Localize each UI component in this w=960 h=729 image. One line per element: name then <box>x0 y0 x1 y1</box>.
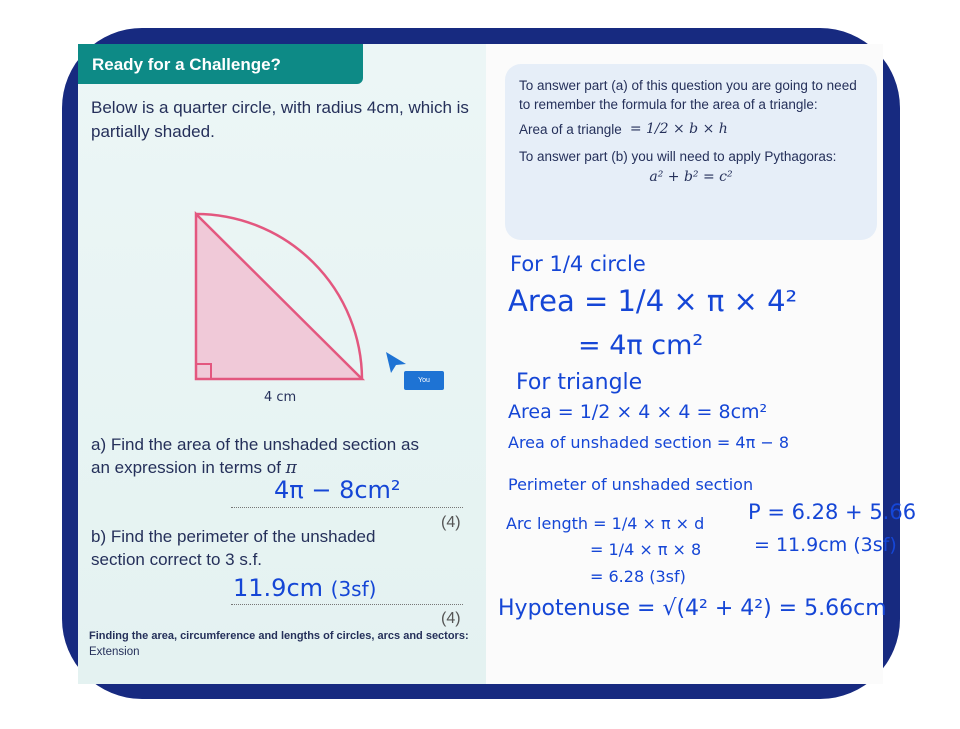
part-b-question <box>91 525 375 571</box>
part-b-answer: 11.9cm (3sf) <box>233 574 377 602</box>
formula-expression: = 1/2 × b × h <box>629 121 728 137</box>
part-a-line2: an expression in terms of π <box>91 458 297 478</box>
work-line-7: Perimeter of unshaded section <box>508 475 754 494</box>
part-b-line2: section correct to 3 s.f. <box>91 550 263 569</box>
formula-label: Area of a triangle <box>519 122 622 137</box>
working-panel <box>486 44 917 684</box>
part-a-question <box>91 433 419 480</box>
part-a-answer-line[interactable] <box>231 507 463 508</box>
part-b-marks: (4) <box>441 610 461 627</box>
perimeter-line-2: = 11.9cm (3sf) <box>754 534 897 556</box>
triangle-formula <box>519 120 863 139</box>
cursor-label: You <box>404 371 444 390</box>
shaded-triangle <box>196 214 362 379</box>
hint-box <box>505 64 877 240</box>
banner-title: Ready for a Challenge? <box>92 55 281 74</box>
work-line-3: = 4π cm² <box>578 330 704 361</box>
screen <box>78 44 917 684</box>
work-line-6: Area of unshaded section = 4π − 8 <box>508 433 789 452</box>
radius-label: 4 cm <box>264 390 297 405</box>
part-b-answer-line[interactable] <box>231 604 463 605</box>
part-a-marks: (4) <box>441 514 461 531</box>
work-line-1: For 1/4 circle <box>510 252 646 276</box>
hint-part-a: To answer part (a) of this question you are going to need to remember the formula for the area of a triangle: <box>519 78 857 112</box>
topic-level: Extension <box>89 646 140 658</box>
part-b-line1: b) Find the perimeter of the unshaded <box>91 527 376 546</box>
question-intro: Below is a quarter circle, with radius 4cm, which is partially shaded. <box>91 98 469 141</box>
work-line-9: = 1/4 × π × 8 <box>590 540 702 559</box>
question-panel <box>78 44 486 684</box>
work-line-10: = 6.28 (3sf) <box>590 567 686 586</box>
pythagoras-formula: a² + b² = c² <box>649 169 733 185</box>
work-line-8: Arc length = 1/4 × π × d <box>506 514 705 533</box>
part-a-answer: 4π − 8cm² <box>274 476 401 504</box>
work-line-2: Area = 1/4 × π × 4² <box>508 284 798 318</box>
work-line-11: Hypotenuse = √(4² + 4²) = 5.66cm <box>498 596 887 621</box>
pi-symbol: π <box>285 458 297 478</box>
work-line-4: For triangle <box>516 370 643 395</box>
hint-part-b: To answer part (b) you will need to apply Pythagoras: <box>519 149 837 164</box>
work-line-5: Area = 1/2 × 4 × 4 = 8cm² <box>508 401 768 423</box>
topic-title: Finding the area, circumference and lengths of circles, arcs and sectors: <box>89 630 469 642</box>
part-a-line1: a) Find the area of the unshaded section as <box>91 435 419 454</box>
perimeter-line-1: P = 6.28 + 5.66 <box>748 500 917 524</box>
